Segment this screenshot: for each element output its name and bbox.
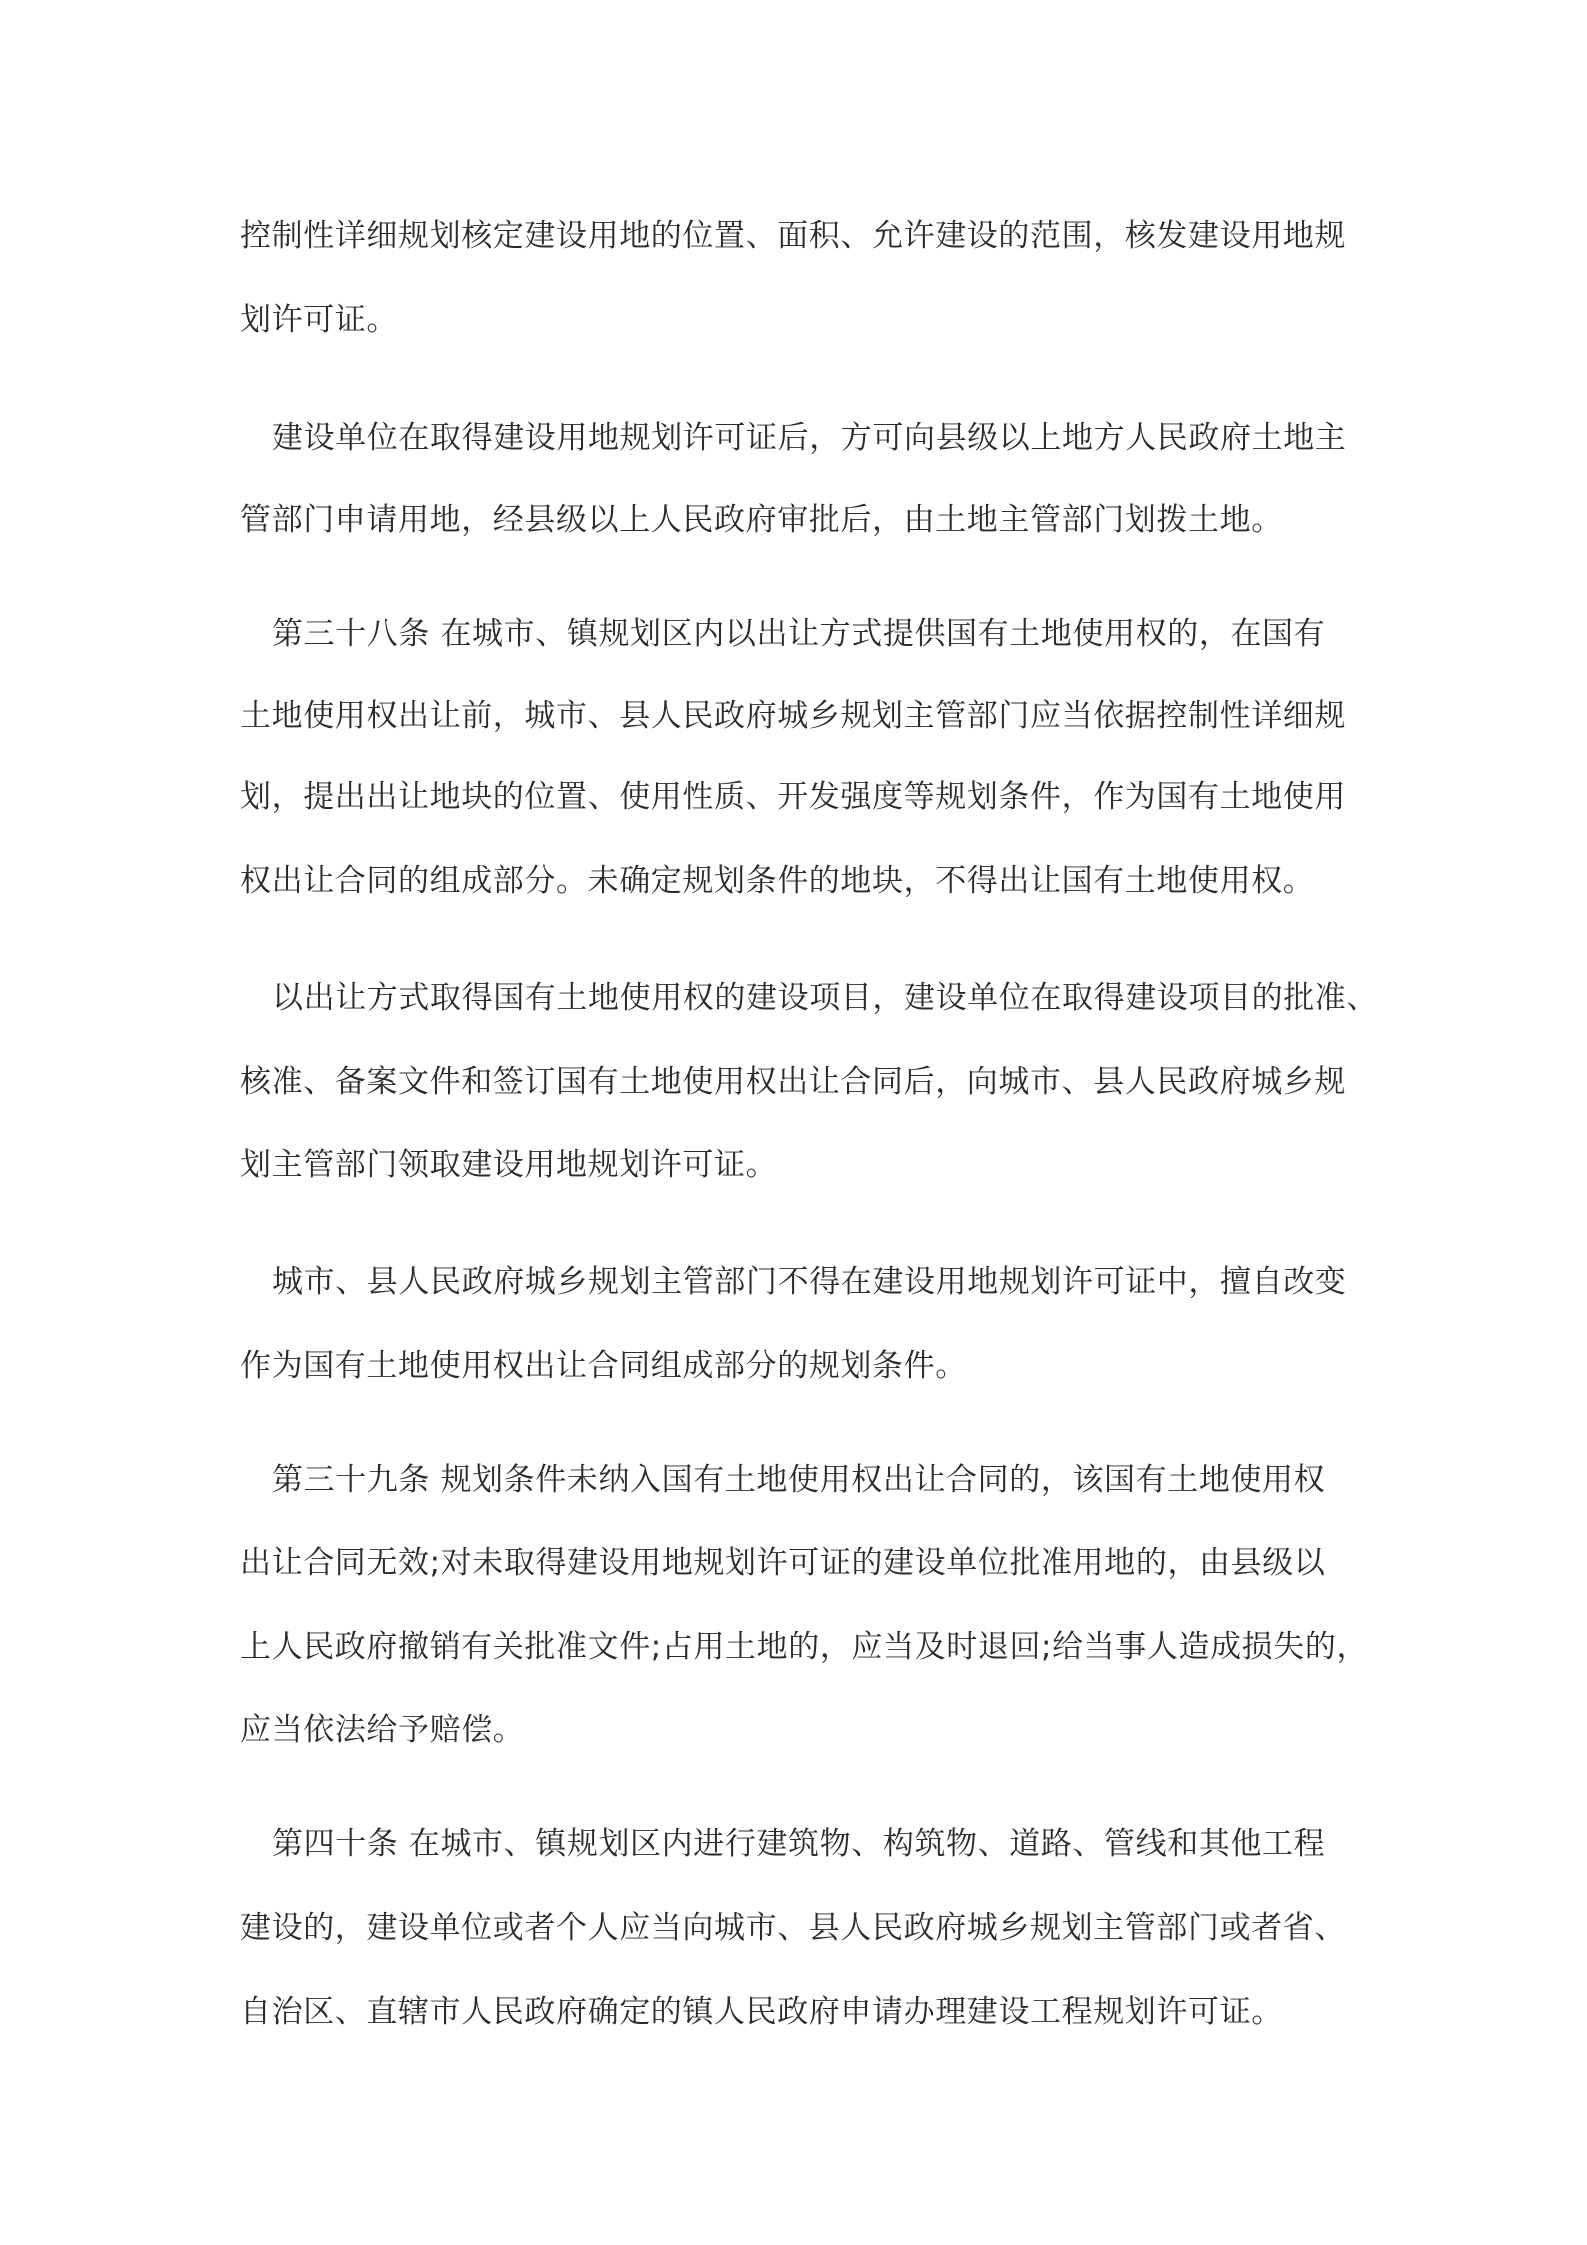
text-line: 管部门申请用地，经县级以上人民政府审批后，由土地主管部门划拨土地。 xyxy=(240,502,1283,538)
text-line: 城市、县人民政府城乡规划主管部门不得在建设用地规划许可证中，擅自改变 xyxy=(272,1264,1347,1300)
text-line: 上人民政府撤销有关批准文件;占用土地的，应当及时退回;给当事人造成损失的， xyxy=(240,1629,1369,1665)
text-line: 应当依法给予赔偿。 xyxy=(240,1712,525,1748)
text-line: 划主管部门领取建设用地规划许可证。 xyxy=(240,1147,778,1183)
article-38-line: 第三十八条 在城市、镇规划区内以出让方式提供国有土地使用权的，在国有 xyxy=(272,616,1326,652)
text-line: 土地使用权出让前，城市、县人民政府城乡规划主管部门应当依据控制性详细规 xyxy=(240,698,1346,734)
text-line: 权出让合同的组成部分。未确定规划条件的地块，不得出让国有土地使用权。 xyxy=(240,863,1315,899)
text-line: 出让合同无效;对未取得建设用地规划许可证的建设单位批准用地的，由县级以 xyxy=(240,1545,1326,1581)
text-line: 作为国有土地使用权出让合同组成部分的规划条件。 xyxy=(240,1348,967,1384)
article-40-line: 第四十条 在城市、镇规划区内进行建筑物、构筑物、道路、管线和其他工程 xyxy=(272,1826,1326,1862)
text-line: 划许可证。 xyxy=(240,302,398,338)
text-line: 建设的，建设单位或者个人应当向城市、县人民政府城乡规划主管部门或者省、 xyxy=(240,1910,1346,1946)
text-line: 控制性详细规划核定建设用地的位置、面积、允许建设的范围，核发建设用地规 xyxy=(240,218,1346,254)
text-line: 划，提出出让地块的位置、使用性质、开发强度等规划条件，作为国有土地使用 xyxy=(240,779,1346,815)
text-line: 核准、备案文件和签订国有土地使用权出让合同后，向城市、县人民政府城乡规 xyxy=(240,1064,1346,1100)
text-line: 以出让方式取得国有土地使用权的建设项目，建设单位在取得建设项目的批准、 xyxy=(272,980,1378,1016)
article-39-line: 第三十九条 规划条件未纳入国有土地使用权出让合同的，该国有土地使用权 xyxy=(272,1462,1326,1498)
text-line: 自治区、直辖市人民政府确定的镇人民政府申请办理建设工程规划许可证。 xyxy=(240,1994,1283,2030)
text-line: 建设单位在取得建设用地规划许可证后，方可向县级以上地方人民政府土地主 xyxy=(272,420,1347,456)
